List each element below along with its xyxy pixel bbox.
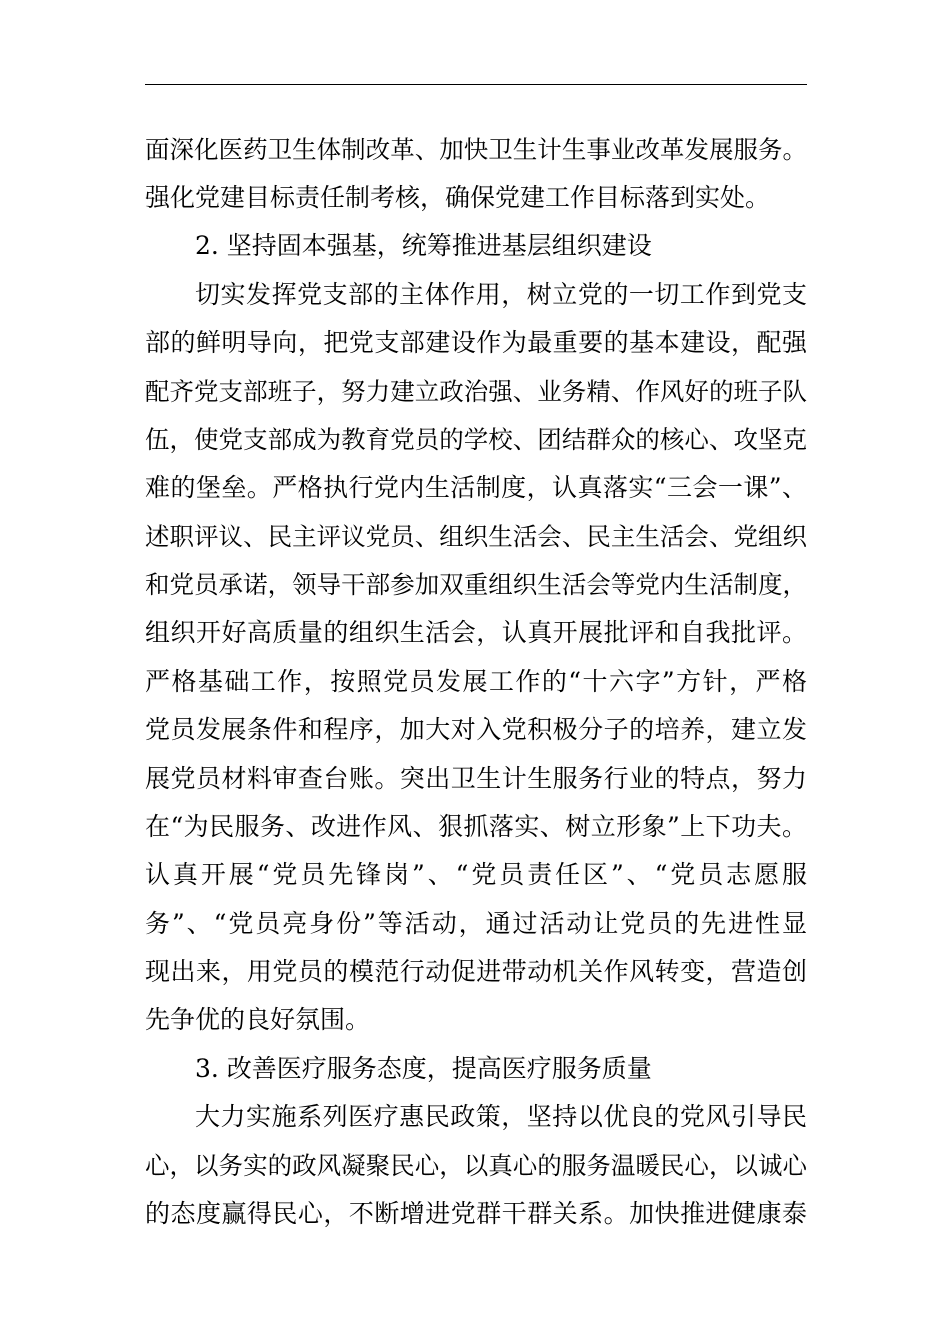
text-line: 党员发展条件和程序，加大对入党积极分子的培养，建立发: [145, 715, 807, 744]
text-line: 严格基础工作，按照党员发展工作的“十六字”方针，严格: [145, 667, 807, 696]
text-line: 切实发挥党支部的主体作用，树立党的一切工作到党支: [195, 280, 807, 309]
text-line: 认真开展“党员先锋岗”、“党员责任区”、“党员志愿服: [145, 860, 807, 889]
section-heading-3: 3. 改善医疗服务态度，提高医疗服务质量: [195, 1054, 652, 1083]
text-line: 配齐党支部班子，努力建立政治强、业务精、作风好的班子队: [145, 377, 807, 406]
text-line: 现出来，用党员的模范行动促进带动机关作风转变，营造创: [145, 957, 807, 986]
text-line: 强化党建目标责任制考核，确保党建工作目标落到实处。: [145, 183, 771, 212]
section-heading-2: 2. 坚持固本强基，统筹推进基层组织建设: [195, 231, 652, 260]
text-line: 心，以务实的政风凝聚民心，以真心的服务温暖民心，以诚心: [145, 1151, 807, 1180]
text-line: 部的鲜明导向，把党支部建设作为最重要的基本建设，配强: [145, 328, 807, 357]
text-line: 先争优的良好氛围。: [145, 1005, 371, 1034]
text-line: 面深化医药卫生体制改革、加快卫生计生事业改革发展服务。: [145, 135, 807, 164]
text-line: 大力实施系列医疗惠民政策，坚持以优良的党风引导民: [195, 1102, 807, 1131]
header-rule: [145, 84, 807, 85]
text-line: 展党员材料审查台账。突出卫生计生服务行业的特点，努力: [145, 764, 807, 793]
text-line: 伍，使党支部成为教育党员的学校、团结群众的核心、攻坚克: [145, 425, 807, 454]
text-line: 组织开好高质量的组织生活会，认真开展批评和自我批评。: [145, 618, 807, 647]
text-line: 述职评议、民主评议党员、组织生活会、民主生活会、党组织: [145, 522, 807, 551]
text-line: 和党员承诺，领导干部参加双重组织生活会等党内生活制度，: [145, 570, 807, 599]
text-line: 在“为民服务、改进作风、狠抓落实、树立形象”上下功夫。: [145, 812, 807, 841]
text-line: 难的堡垒。严格执行党内生活制度，认真落实“三会一课”、: [145, 473, 807, 502]
text-line: 的态度赢得民心，不断增进党群干群关系。加快推进健康泰: [145, 1199, 807, 1228]
text-line: 务”、“党员亮身份”等活动，通过活动让党员的先进性显: [145, 909, 807, 938]
